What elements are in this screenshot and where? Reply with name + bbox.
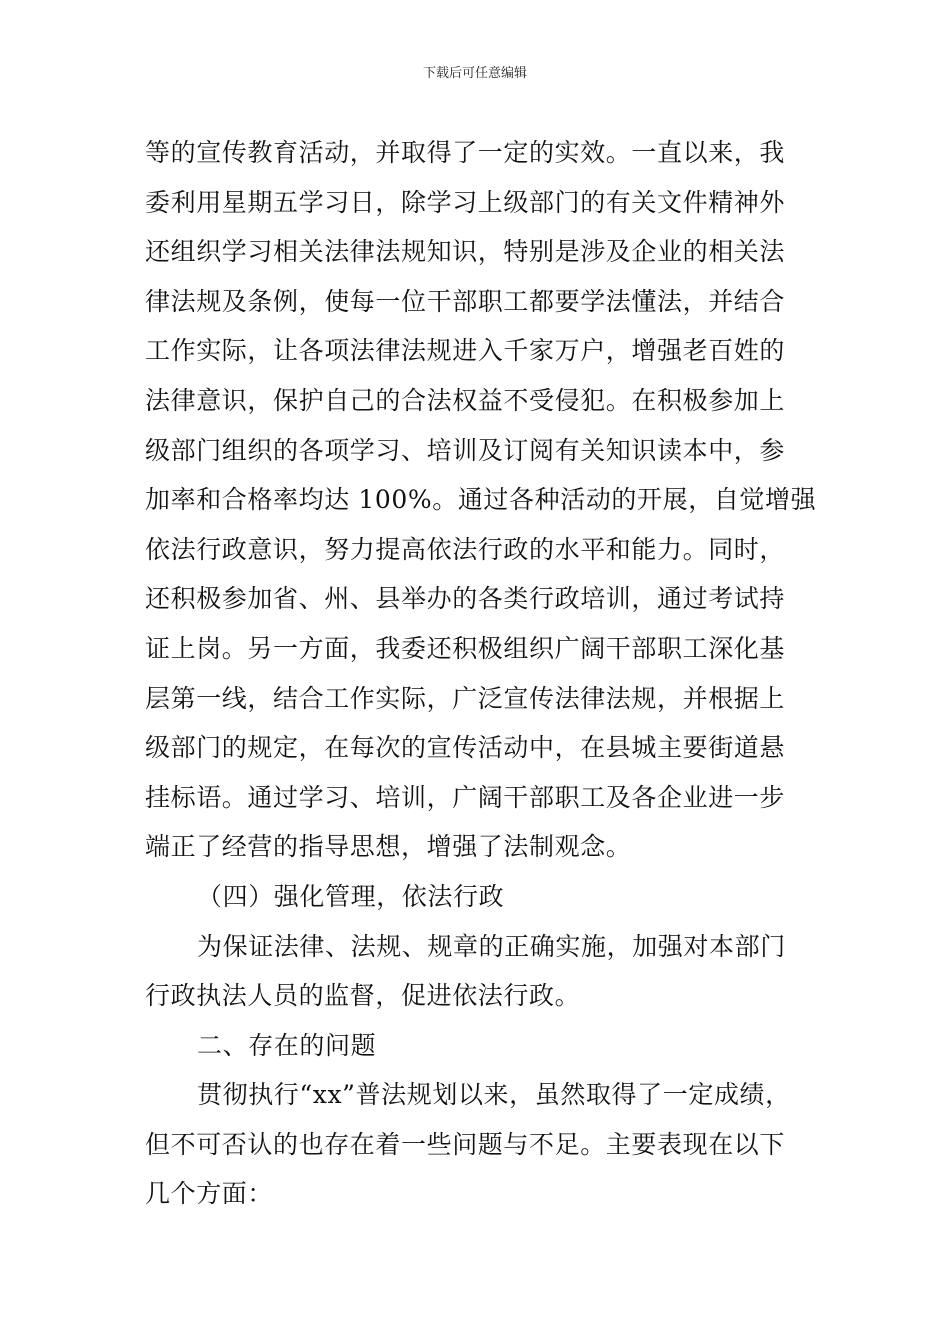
text-line: 贯彻执行“xx”普法规划以来，虽然取得了一定成绩，	[197, 1080, 791, 1110]
text-line: 级部门组织的各项学习、培训及订阅有关知识读本中，参	[145, 435, 786, 465]
section-heading-problems: 二、存在的问题	[197, 1030, 377, 1060]
text-line: 挂标语。通过学习、培训，广阔干部职工及各企业进一步	[145, 782, 786, 812]
text-line: 行政执法人员的监督，促进依法行政。	[145, 981, 581, 1011]
document-body	[145, 128, 815, 1219]
text-line: 但不可否认的也存在着一些问题与不足。主要表现在以下	[145, 1129, 786, 1159]
text-line: 等的宣传教育活动，并取得了一定的实效。一直以来，我	[145, 138, 786, 167]
text-line: 还组织学习相关法律法规知识，特别是涉及企业的相关法	[145, 237, 786, 267]
text-line: 证上岗。另一方面，我委还积极组织广阔干部职工深化基	[145, 633, 786, 663]
text-line: 还积极参加省、州、县举办的各类行政培训，通过考试持	[145, 584, 786, 614]
text-line: 工作实际，让各项法律法规进入千家万户，增强老百姓的	[145, 336, 786, 366]
text-line: 法律意识，保护自己的合法权益不受侵犯。在积极参加上	[145, 385, 786, 415]
text-line: 加率和合格率均达 100%。通过各种活动的开展，自觉增强	[145, 485, 817, 515]
text-line: 几个方面：	[145, 1179, 274, 1209]
text-line: 端正了经营的指导思想，增强了法制观念。	[145, 832, 632, 862]
text-line: 律法规及条例，使每一位干部职工都要学法懂法，并结合	[145, 286, 786, 316]
text-line: 委利用星期五学习日，除学习上级部门的有关文件精神外	[145, 187, 786, 217]
page-header: 下载后可任意编辑	[422, 66, 527, 81]
text-line: 依法行政意识，努力提高依法行政的水平和能力。同时，	[145, 534, 786, 564]
text-line: 层第一线，结合工作实际，广泛宣传法律法规，并根据上	[145, 683, 786, 713]
text-line: 级部门的规定，在每次的宣传活动中，在县城主要街道悬	[145, 733, 786, 763]
section-heading-strengthen-management: （四）强化管理，依法行政	[197, 881, 505, 911]
text-line: 为保证法律、法规、规章的正确实施，加强对本部门	[197, 931, 786, 961]
